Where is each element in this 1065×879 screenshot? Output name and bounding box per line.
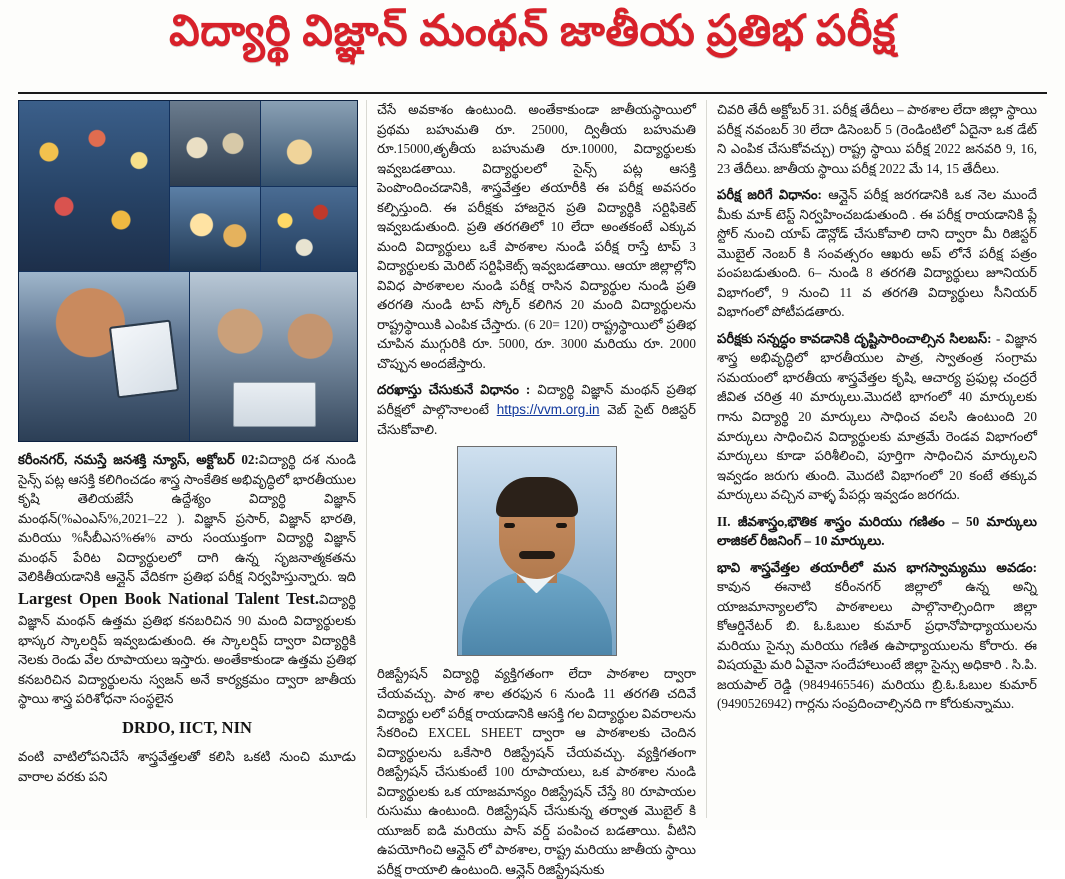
dateline-paragraph <box>18 450 356 709</box>
column1-highlight-2: DRDO, IICT, NIN <box>122 717 252 737</box>
participation-label: భావి శాస్త్రవేత్తల తయారీలో మన భాగస్వామ్యము అవడం: <box>717 559 1037 575</box>
column1-highlight-1: Largest Open Book National Talent Test. <box>18 588 320 608</box>
column1-paragraph-1: విద్యార్థి దశ నుండి సైన్స్ పట్ల ఆసక్తి కలిగించడం శాస్త్ర సాంకేతిక అభివృద్ధిలో భారతీయుల కృషి తెలియజేసే ఉద్దేశ్యం విద్యార్థి విజ్ఞాన్ మంథన్(%ఎంఎస్%,2021–22 ). విజ్ఞాన్ ప్రసార్, విజ్ఞాన్ భారతి, మరియు %సీబీఎస%ఈ% వారు సంయుక్తంగా విద్యార్థి విజ్ఞాన్ మంథన్ పేరిట విద్యార్థులలో దాగి ఉన్న సృజనాత్మకతను వెలికితీయడానికి ఆన్లైన్ వేదికగా ప్రతిభ పరీక్ష నిర్వహిస్తున్నారు. ఇది <box>18 452 356 585</box>
column3-paragraph-1: చివరి తేదీ అక్టోబర్ 31. పరీక్ష తేదీలు – పాఠశాల లేదా జిల్లా స్థాయి పరీక్ష నవంబర్ 30 లేదా డిసెంబర్ 5 (రెండింటిలో ఏదైనా ఒక డేట్ ని ఎంపిక చేసుకోవచ్చు) రాష్ట్ర స్థాయి పరీక్ష 2022 జనవరి 9, 16, 23 తేదీలు. జాతీయ స్థాయి పరీక్ష 2022 మే 14, 15 తేదీలు. <box>717 102 1037 176</box>
syllabus-text: - విజ్ఞాన శాస్త్ర అభివృద్ధిలో భారతీయుల పాత్ర, స్వాతంత్ర సంగ్రామ సమయంలో భారతీయ శాస్త్రవేత్తల కృషి, ఆచార్య ప్రఫుల్ల చంద్రరే జీవిత చరిత్ర 40 మార్కులు.మొదటి భాగంలో 40 మార్కులకు గాను విద్యార్థి 20 మార్కులు సాధించ వలసి ఉంటుంది 20 మార్కులు సాధించిన విద్యార్థులకు మాత్రమే రెండవ విభాగంలో మార్కులు కూడా పరిశీలించి, పూర్తిగా సాధించిన మార్కులని ఇవ్వడం జరుగు తుంది. మొదటి విభాగంలో 20 కంటే తక్కువ మార్కులు వచ్చిన వాళ్ళ పేపర్లు ఇవ్వడం జరగదు. <box>717 330 1037 503</box>
page-title: విద్యార్థి విజ్ఞాన్ మంథన్ జాతీయ ప్రతిభ పరీక్ష <box>169 8 896 55</box>
header-divider <box>18 92 1047 94</box>
portrait-moustache <box>519 551 555 559</box>
official-portrait-photo <box>457 446 617 656</box>
column3-syllabus-paragraph <box>717 329 1037 505</box>
column1-paragraph-3: వంటి వాటిలోపనిచేసే శాస్త్రవేత్తలతో కలిసి ఒకటి నుంచి మూడు వారాల వరకు పని <box>18 749 356 784</box>
subjects-marks-label: II. జీవశాస్త్రం,భౌతిక శాస్త్రం మరియు గణితం – 50 మార్కులు లాజికల్ రీజనింగ్ – 10 మార్కులు. <box>717 513 1037 549</box>
collage-cell-3 <box>261 101 357 186</box>
column3-subjects-heading <box>717 512 1037 551</box>
column2-paragraph-3: రిజిస్ట్రేషన్ విద్యార్థి వ్యక్తిగతంగా లేదా పాఠశాల ద్వారా చేయవచ్చు. పాఠ శాల తరఫున 6 నుండి 11 తరగతి చదివే విద్యార్థు లలో పరీక్ష రాయడానికి ఆసక్తి గల విద్యార్థుల వివరాలను సేకరించి EXCEL SHEET ద్వారా ఆ పాఠశాలకు చెందిన విద్యార్థులను ఒకేసారి రిజిస్ట్రేషన్ చేయవచ్చు. వ్యక్తిగతంగా రిజిస్ట్రేషన్ చేసుకుంటే 100 రూపాయలు, ఒక పాఠశాల నుండి విద్యార్థులకు ఒక యాజమాన్యం రిజిస్ట్రేషన్ చేస్తే 80 రూపాయల రుసుము ఉంటుంది. రిజిస్ట్రేషన్ చేసుకున్న తర్వాత మొబైల్ కి యూజర్ ఐడి మరియు పాస్ వర్డ్ పంపించ బడతాయి. వీటిని ఉపయోగించి ఆన్లైన్ లో పాఠశాల, రాష్ట్ర మరియు జాతీయ స్థాయి పరీక్ష రాయాలి ఉంటుంది. ఆన్లైన్ రిజిస్ట్రేషనుకు <box>377 666 696 877</box>
application-method-text: విద్యార్థి విజ్ఞాన్ మంథన్ ప్రతిభ పరీక్షలో పాల్గొనాలంటే <box>377 382 696 417</box>
column3-exam-method-paragraph <box>717 185 1037 322</box>
column2-paragraph-1: చేసే అవకాశం ఉంటుంది. అంతేకాకుండా జాతీయస్థాయిలో ప్రథమ బహుమతి రూ. 25000, ద్వితీయ బహుమతి రూ.15000,తృతీయ బహుమతి రూ.10000, విద్యార్థులకు ఇవ్వబడతాయి. విద్యార్థులలో సైన్స్ పట్ల ఆసక్తి పెంపొందించడానికి, శాస్త్రవేత్తల తయారీకి ఈ పరీక్ష అవసరం కల్పిస్తుంది. ఈ పరీక్షకు హాజరైన ప్రతి విద్యార్థికి సర్టిఫికెట్ ఇవ్వబడుతుంది. ప్రతి తరగతిలో 10 లేదా అంతకంటే ఎక్కువ మంది విద్యార్థులు ఒకే పాఠశాల నుండి పరీక్ష రాస్తే టాప్ 3 విద్యార్థులకు మెరిట్ సర్టిఫికెట్స్ ఇవ్వబడతాయి. ఆయా జిల్లాల్లోని వివిధ పాఠశాలల నుండి పరీక్ష రాసిన విద్యార్థుల నుండి ప్రతి తరగతి నుండి టాప్ స్కోర్ కలిగిన 20 మంది విద్యార్థులను రాష్ట్రస్థాయికి ఎంపిక చేస్తారు. (6 20= 120) రాష్ట్రస్థాయిలో ప్రతిభ చూపిన ముగ్గురికి రూ. 5000, రూ. 3000 మరియు రూ. 2000 చొప్పున అందజేస్తారు. <box>377 102 696 371</box>
column1-paragraph-2: విద్యార్థి విజ్ఞాన్ మంథన్ ఉత్తమ ప్రతిభ కనబరిచిన 90 మంది విద్యార్థులకు భాస్కర స్కాలర్షిప్ ఇవ్వబడుతుంది. ఈ స్కాలర్షిప్ ద్వారా విద్యార్థికి నెలకు రెండు వేల రూపాయలు ఇస్తారు. అంతేకాకుండా ఉత్తమ ప్రతిభ కనబరిచిన విద్యార్థులను స్వజన్ అనే కార్యక్రమం ద్వారా జాతీయ స్థాయి శాస్త్ర పరిశోధనా సంస్థలైన <box>18 591 356 707</box>
application-method-tail: వెబ్ సైట్ రిజిస్టర్ చేసుకోవాలి. <box>377 401 696 437</box>
collage-cell-boy-tablet <box>19 272 189 441</box>
exam-method-text: ఆన్లైన్ పరీక్ష జరగడానికి ఒక నెల ముందే మీకు మాక్ టెస్ట్ నిర్వహించబడుతుంది . ఈ పరీక్ష రాయడానికి ప్లే స్టోర్ నుంచి యాప్ డౌన్లోడ్ చేసుకోవాలి దాని ద్వారా మీ రిజిస్టర్ మొబైల్ నెంబర్ కి సంవత్సరం ఆఖరు అప్ లోనే పరీక్ష పత్రం పంపబడుతుంది. 6– నుండి 8 తరగతి విద్యార్థులు జూనియర్ విభాగంలో, 9 నుంచి 11 వ తరగతి విద్యార్థులు సీనియర్ విభాగంలో పోటీపడతారు. <box>717 187 1038 320</box>
students-collage-photo <box>18 100 358 442</box>
collage-cell-2 <box>170 101 260 186</box>
dateline: కరీంనగర్, నమస్తే జనశక్తి న్యూస్, అక్టోబర్ 02: <box>18 452 259 467</box>
article-columns <box>18 100 1047 877</box>
column-right <box>706 100 1047 818</box>
participation-text: కావున ఈనాటి కరీంనగర్ జిల్లాలో ఉన్న అన్ని యాజమాన్యాలలోని పాఠశాలలు పాల్గొనాల్సిందిగా జిల్లా కోఆర్డినేటర్ బి. ఓ.ఓబుల కుమార్ ప్రధానోపాధ్యాయులను మరియు సైన్సు మరియు గణిత ఉపాధ్యాయులను కోరారు. ఈ విషయమై మరి ఏవైనా సందేహాలుంటే జిల్లా సైన్సు అధికారి . సి.పి. జయపాల్ రెడ్డి (9849465546) మరియు బ్రి.ఓ.ఓబుల కుమార్ (9490526942) గార్లను సంప్రదించాల్సినది గా కోరుకున్నాము. <box>717 579 1037 712</box>
column1-orgs <box>18 716 356 740</box>
portrait-eye-left <box>504 523 515 528</box>
collage-cell-boys-laptop <box>190 272 357 441</box>
collage-cell-5 <box>261 187 357 271</box>
application-method-label: దరఖాస్తు చేసుకునే విధానం : <box>377 382 531 398</box>
column2-application-paragraph <box>377 380 696 439</box>
collage-cell-1 <box>19 101 169 271</box>
registration-website-link[interactable]: https://vvm.org.in <box>496 401 600 417</box>
exam-method-label: పరీక్ష జరిగే విధానం: <box>717 187 822 203</box>
column3-participation-paragraph <box>717 558 1037 714</box>
column-middle <box>366 100 706 877</box>
column-left <box>18 100 366 818</box>
portrait-hair <box>496 477 578 517</box>
collage-cell-4 <box>170 187 260 271</box>
portrait-eye-right <box>556 523 567 528</box>
syllabus-label: పరీక్షకు సన్నద్ధం కావడానికి దృష్టిసారించాల్సిన సిలబస్: <box>717 330 992 346</box>
